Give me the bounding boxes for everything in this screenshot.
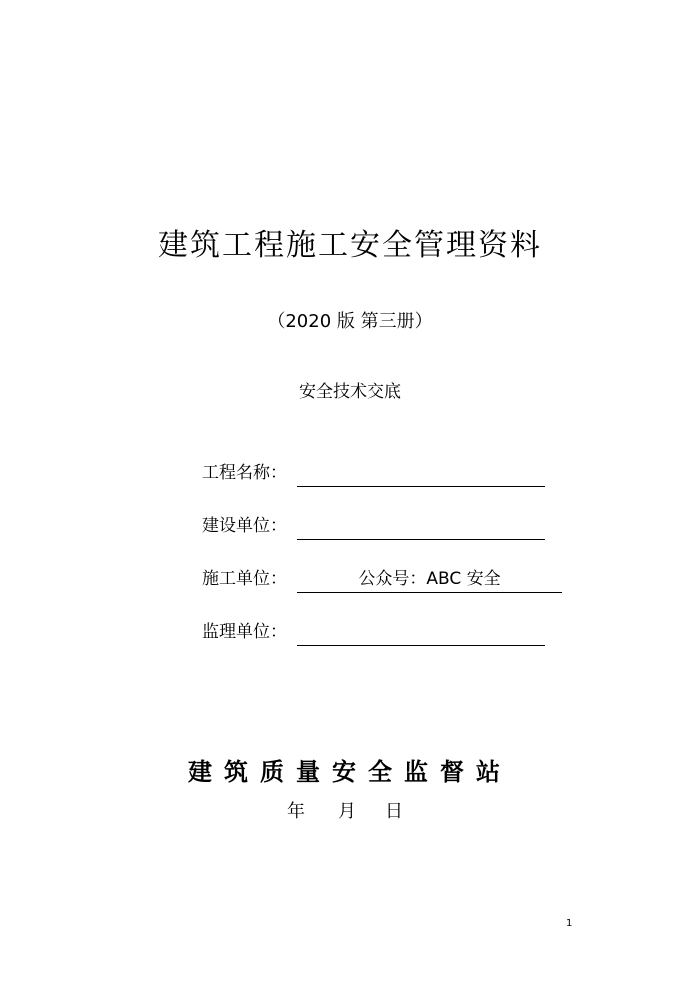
field-value-line: 公众号：ABC 安全 — [297, 566, 562, 593]
document-title: 建筑工程施工安全管理资料 — [158, 228, 542, 263]
field-label: 建设单位： — [202, 516, 287, 536]
field-value-line — [297, 460, 545, 487]
field-value-line — [297, 619, 545, 646]
page-number: 1 — [566, 918, 573, 929]
date-day-label: 日 — [385, 801, 403, 822]
field-label: 施工单位： — [202, 569, 287, 589]
field-value-line — [297, 513, 545, 540]
document-subject: 安全技术交底 — [299, 382, 401, 402]
issuer-name: 建筑质量安全监督站 — [188, 757, 512, 786]
field-label: 监理单位： — [202, 622, 287, 642]
issue-date — [287, 799, 417, 825]
field-contractor — [202, 566, 572, 596]
field-project-name — [202, 460, 572, 490]
field-label: 工程名称： — [202, 463, 287, 483]
edition-label: （2020 版 第三册） — [267, 311, 433, 332]
date-year-label: 年 — [287, 801, 305, 822]
field-supervisor — [202, 619, 572, 649]
date-month-label: 月 — [338, 801, 356, 822]
field-developer — [202, 513, 572, 543]
